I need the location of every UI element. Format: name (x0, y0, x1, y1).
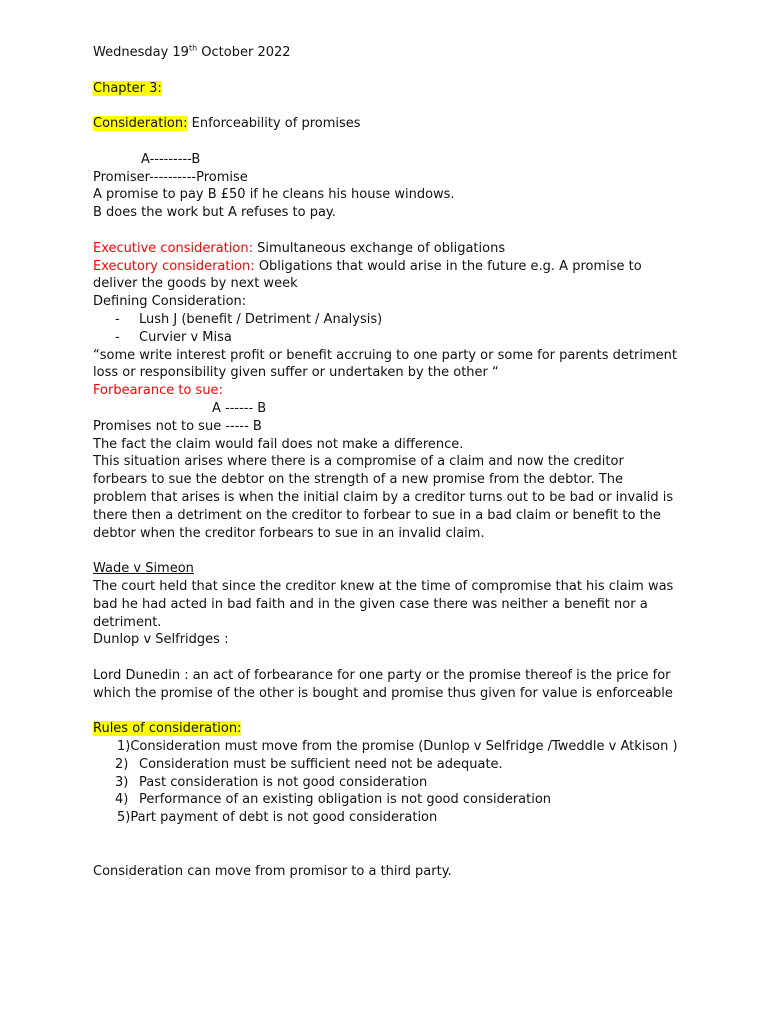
example-line: B does the work but A refuses to pay. (93, 205, 336, 221)
document-body (93, 44, 678, 880)
lord-dunedin-paragraph: Lord Dunedin : an act of forbearance for one party or the promise thereof is the price for which the promise of the other is bought and promise thus given for value is enforceable (93, 667, 673, 701)
definition-quote: “some write interest profit or benefit accruing to one party or some for parents detriment loss or responsibility given suffer or undertaken by the other “ (93, 347, 677, 381)
consideration-heading: Consideration: Enforceability of promises (93, 116, 361, 132)
dunlop-heading: Dunlop v Selfridges : (93, 632, 229, 648)
final-line: Consideration can move from promisor to a third party. (93, 863, 452, 879)
executive-consideration: Executive consideration: Simultaneous exchange of obligations (93, 240, 506, 256)
fact-line: The fact the claim would fail does not make a difference. (93, 436, 464, 452)
list-item: 4) Performance of an existing obligation is not good consideration (115, 792, 552, 808)
rules-heading: Rules of consideration: (93, 721, 242, 737)
chapter-heading: Chapter 3: (93, 80, 162, 96)
diagram-promiser: Promiser----------Promise (93, 169, 248, 185)
wade-paragraph: The court held that since the creditor knew at the time of compromise that his claim was bad he had acted in bad faith and in the given case there was neither a benefit nor a detriment. (93, 578, 674, 630)
forbearance-heading: Forbearance to sue: (93, 383, 223, 399)
date-line: Wednesday 19th October 2022 (93, 43, 291, 60)
promises-line: Promises not to sue ----- B (93, 418, 262, 434)
list-item: 1)Consideration must move from the promise (Dunlop v Selfridge /Tweddle v Atkison ) (117, 739, 678, 755)
list-item: 3) Past consideration is not good consideration (115, 774, 428, 790)
defining-heading: Defining Consideration: (93, 294, 247, 310)
executory-consideration: Executory consideration: Obligations that would arise in the future e.g. A promise to deliver the goods by next week (93, 258, 642, 292)
list-item: 5)Part payment of debt is not good consideration (117, 810, 438, 826)
diagram-ab: A---------B (141, 151, 201, 167)
date-superscript: th (188, 43, 198, 53)
list-item: 2) Consideration must be sufficient need not be adequate. (115, 756, 503, 772)
forbearance-diagram: A ------ B (212, 400, 267, 416)
list-item: - Curvier v Misa (115, 329, 232, 345)
list-item: - Lush J (benefit / Detriment / Analysis) (115, 311, 383, 327)
situation-paragraph: This situation arises where there is a compromise of a claim and now the creditor forbears to sue the debtor on the strength of a new promise from the debtor. The problem that arises is when the initial claim by a creditor turns out to be bad or invalid is there then a detriment on the creditor to forbear to sue in a bad claim or benefit to the debtor when the creditor forbears to sue in an invalid claim. (93, 454, 674, 541)
wade-heading: Wade v Simeon (93, 561, 194, 577)
example-line: A promise to pay B £50 if he cleans his house windows. (93, 187, 455, 203)
